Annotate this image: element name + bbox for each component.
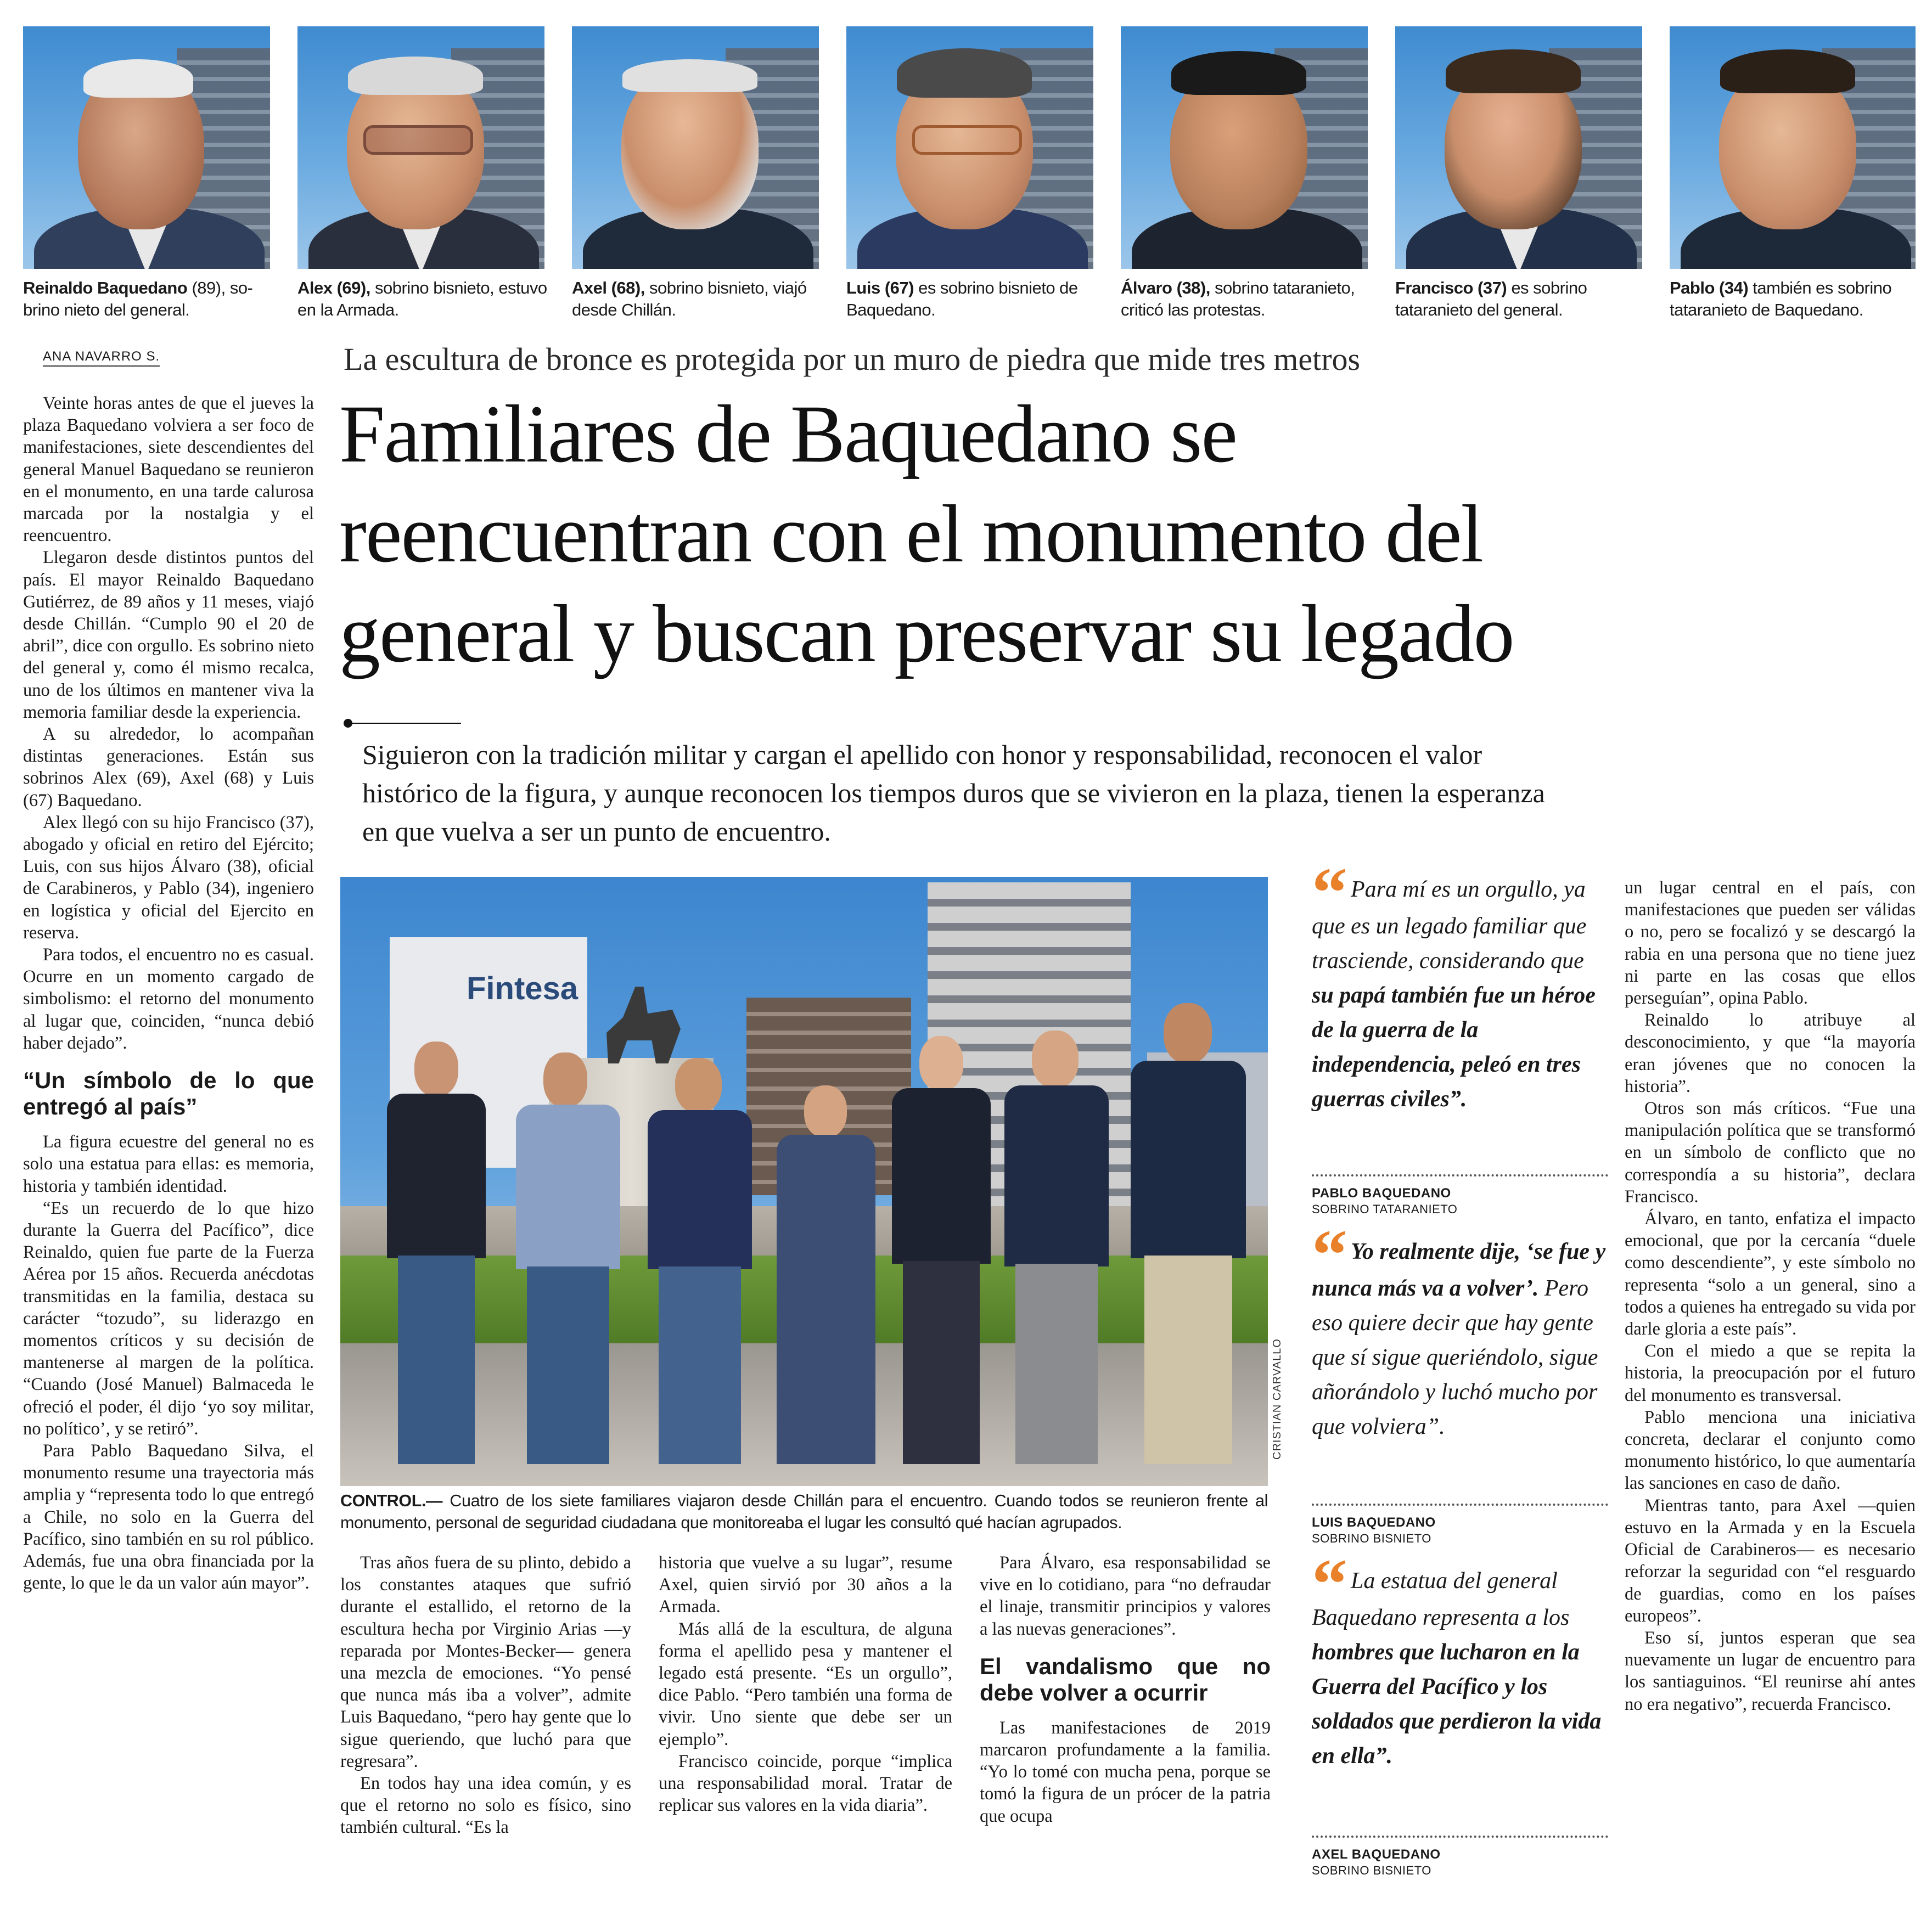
portrait-caption-alvaro xyxy=(1121,277,1371,321)
paragraph: Tras años fuera de su plinto, debido a los constantes ataques que sufrió durante el estallido, el retorno de la escultura hecha por Virginio Arias —y reparada por Montes-Becker— genera una mezcla de emociones. “Yo pensé que nunca más iba a volver”, admite Luis Baquedano, “pero hay gente que lo sigue queriendo, que luchó para que regresara”. xyxy=(340,1553,631,1771)
quote-divider xyxy=(1312,1504,1608,1506)
quote-bold: su papá también fue un héroe de la guerra de la independencia, peleó en tres guerras civiles xyxy=(1312,983,1596,1112)
paragraph: Mientras tanto, para Axel —quien estuvo en la Armada y en la Escuela Oficial de Carabineros— es necesario reforzar la seguridad con “el resguardo de guardias, como en los países europeos”. xyxy=(1625,1495,1916,1626)
portrait-francisco xyxy=(1395,26,1642,269)
person-axel xyxy=(889,1036,993,1470)
article-column-4 xyxy=(980,1552,1271,1827)
headline-rule xyxy=(351,723,461,724)
paragraph: Con el miedo a que se repita la historia, la preocupación por el futuro del monumento es transversal. xyxy=(1625,1341,1916,1405)
paragraph: Alex llegó con su hijo Francisco (37), abogado y oficial en retiro del Ejército; Luis, con sus hijos Álvaro (38), oficial de Carabineros, y Pablo (34), ingeniero en logística y oficial del Ejercito en reserva. xyxy=(23,812,314,943)
paragraph: Francisco coincide, porque “implica una responsabilidad moral. Tratar de replicar sus valores en la vida diaria”. xyxy=(659,1751,952,1816)
paragraph: Más allá de la escultura, de alguna forma el apellido pesa y mantener el legado está presente. “Es un orgullo”, dice Pablo. “Pero también una forma de vivir. Uno siente que debe ser un ejemplo”. xyxy=(659,1619,952,1749)
photo-caption-label: CONTROL.— xyxy=(340,1491,443,1510)
caption-name: Francisco (37) xyxy=(1395,278,1507,297)
paragraph: Para Álvaro, esa responsabilidad se vive en lo cotidiano, para “no defraudar el linaje, transmitir principios y valores a las nuevas generaciones”. xyxy=(980,1553,1271,1639)
quote-attribution-name: LUIS BAQUEDANO xyxy=(1312,1515,1436,1530)
caption-text: brino nieto del general. xyxy=(23,300,190,319)
quote-attribution-role: SOBRINO TATARANIETO xyxy=(1312,1202,1458,1216)
caption-text: es sobrino bisnieto de Baquedano. xyxy=(846,278,1078,319)
paragraph: Veinte horas antes de que el jueves la plaza Baquedano volviera a ser foco de manifestaciones, siete descendientes del general Manuel Baquedano se reunieron en el monumento, en una tarde calurosa marcada por la nostalgia y el reencuentro. xyxy=(23,393,314,546)
article-column-2 xyxy=(340,1552,631,1839)
deck xyxy=(362,735,1545,851)
photo-caption xyxy=(340,1490,1268,1534)
portrait-alex xyxy=(297,26,544,269)
quote-attribution-name: PABLO BAQUEDANO xyxy=(1312,1186,1451,1201)
pull-quote-pablo xyxy=(1312,853,1608,1117)
photo-caption-text: Cuatro de los siete familiares viajaron desde Chillán para el encuentro. Cuando todos se reunieron frente al monumento, personal de seguridad ciudadana que monitoreaba el lugar les consultó qué hacían agrupados. xyxy=(340,1491,1268,1532)
quote-mark-icon: “ xyxy=(1312,1215,1347,1294)
portrait-caption-reinaldo xyxy=(23,277,273,321)
portrait-alvaro xyxy=(1121,26,1368,269)
portrait-caption-luis xyxy=(846,277,1096,321)
person-reinaldo xyxy=(774,1085,878,1470)
caption-text: so- xyxy=(229,278,253,297)
portrait-reinaldo xyxy=(23,26,270,269)
caption-name: Luis (67) xyxy=(846,278,914,297)
quote-end: ”. xyxy=(1449,1087,1467,1112)
deck-line: Siguieron con la tradición militar y cargan el apellido con honor y responsabilidad, reconocen el valor xyxy=(362,739,1482,770)
paragraph: Otros son más críticos. “Fue una manipulación política que se transformó en un símbolo de conflicto que no correspondía a su historia”, declara Francisco. xyxy=(1625,1099,1916,1207)
caption-text: sobrino bisnieto, estuvo en la Armada. xyxy=(297,278,547,319)
kicker: La escultura de bronce es protegida por un muro de piedra que mide tres metros xyxy=(344,341,1361,377)
pull-quote-luis xyxy=(1312,1215,1608,1444)
caption-name: Pablo (34) xyxy=(1670,278,1749,297)
photo-credit: CRISTIAN CARVALLO xyxy=(1271,1338,1283,1460)
quote-divider xyxy=(1312,1174,1608,1176)
paragraph: Llegaron desde distintos puntos del país. El mayor Reinaldo Baquedano Gutiérrez, de 89 años y 11 meses, viajó desde Chillán. “Cumplo 90 el 20 de abril”, dice con orgullo. Es sobrino nieto del general y, como él mismo recalca, uno de los últimos en mantener viva la memoria familiar desde la experiencia. xyxy=(23,548,314,722)
quote-mark-icon: “ xyxy=(1312,853,1347,932)
paragraph: un lugar central en el país, con manifestaciones que pueden ser válidas o no, pero se focalizó y se descargó la rabia en una persona que no tiene juez ni parte en las cosas que ellos perseguían”, opina Pablo. xyxy=(1625,878,1916,1009)
person-francisco-left xyxy=(510,1052,626,1470)
quote-attribution-role: SOBRINO BISNIETO xyxy=(1312,1532,1431,1545)
quote-attribution-role: SOBRINO BISNIETO xyxy=(1312,1864,1431,1877)
person-luis xyxy=(642,1058,757,1470)
portrait-pablo xyxy=(1670,26,1916,269)
headline-line: Familiares de Baquedano se xyxy=(339,389,1237,480)
quote-text: La estatua del general Baquedano representa a los xyxy=(1312,1568,1570,1630)
caption-text: también es sobrino tataranieto de Baquedano. xyxy=(1670,278,1892,319)
headline-line: general y buscan preservar su legado xyxy=(339,588,1514,679)
paragraph: Álvaro, en tanto, enfatiza el impacto emocional, que por la cercanía “duele como descendiente”, y este símbolo no representa “solo a un general, sino a todos a quienes ha entregado su vida por darle gloria a este país”. xyxy=(1625,1209,1916,1339)
caption-name: Alex (69), xyxy=(297,278,370,297)
person-alex xyxy=(999,1031,1114,1470)
quote-end: ”. xyxy=(1375,1743,1392,1769)
person-alvaro xyxy=(1125,1003,1251,1470)
quote-bold: hombres que lucharon en la Guerra del Pacífico y los soldados que perdieron la vida en ella xyxy=(1312,1640,1602,1769)
paragraph: Reinaldo lo atribuye al desconocimiento, y que “la mayoría eran jóvenes que no conocen la historia”. xyxy=(1625,1010,1916,1096)
deck-line: histórico de la figura, y aunque reconocen los tiempos duros que se vivieron en la plaza, tienen la esperanza xyxy=(362,778,1545,808)
headline-line: reencuentran con el monumento del xyxy=(339,488,1483,579)
byline: ANA NAVARRO S. xyxy=(43,349,160,367)
quote-text: Para mí es un orgullo, ya que es un legado familiar que trasciende, considerando que xyxy=(1312,877,1587,973)
building-sign: Fintesa xyxy=(467,971,579,1006)
deck-line: en que vuelva a ser un punto de encuentro. xyxy=(362,816,831,847)
quote-text: Pero eso quiere decir que hay gente que sí sigue queriéndolo, sigue añorándolo y luchó mucho por que volviera”. xyxy=(1312,1276,1598,1439)
pull-quote-axel xyxy=(1312,1545,1608,1774)
caption-name: Reinaldo Baquedano xyxy=(23,278,188,297)
headline xyxy=(339,384,1514,684)
portrait-caption-pablo xyxy=(1670,277,1917,321)
quote-bold: Yo realmente dije, ‘se fue y nunca más va a volver’. xyxy=(1312,1239,1606,1301)
article-column-3 xyxy=(659,1552,952,1816)
paragraph: “Es un recuerdo de lo que hizo durante la Guerra del Pacífico”, dice Reinaldo, quien fue parte de la Fuerza Aérea por 15 años. Recuerda anécdotas transmitidas en la familia, destaca su carácter “tozudo”, su liderazgo en momentos críticos y su decisión de mantenerse al margen de la política. “Cuando (José Manuel) Balmaceda le ofreció el poder, él dijo ‘yo soy militar, no político’, y se retiró”. xyxy=(23,1198,314,1439)
portrait-caption-axel xyxy=(572,277,822,321)
portrait-axel xyxy=(572,26,819,269)
subheading: “Un símbolo de lo que entregó al país” xyxy=(23,1067,314,1120)
main-photo xyxy=(340,877,1268,1486)
article-column-6 xyxy=(1625,877,1916,1715)
caption-age: (89), xyxy=(192,278,226,297)
paragraph: Para Pablo Baquedano Silva, el monumento resume una trayectoria más amplia y “representa todo lo que entregó a Chile, no solo en la Guerra del Pacífico, sino también en su rol público. Además, fue una obra financiada por la gente, lo que le da un valor aún mayor”. xyxy=(23,1440,314,1594)
paragraph: historia que vuelve a su lugar”, resume Axel, quien sirvió por 30 años a la Armada. xyxy=(659,1553,952,1617)
person-pablo xyxy=(381,1042,491,1470)
paragraph: Para todos, el encuentro no es casual. Ocurre en un momento cargado de simbolismo: el retorno del monumento al lugar que, coinciden, “nunca debió haber dejado”. xyxy=(23,945,314,1053)
portrait-caption-francisco xyxy=(1395,277,1645,321)
caption-name: Axel (68), xyxy=(572,278,645,297)
article-column-1 xyxy=(23,392,314,1594)
quote-divider xyxy=(1312,1836,1608,1838)
quote-mark-icon: “ xyxy=(1312,1545,1347,1624)
paragraph: La figura ecuestre del general no es solo una estatua para ellas: es memoria, historia y también identidad. xyxy=(23,1132,314,1196)
paragraph: A su alrededor, lo acompañan distintas generaciones. Están sus sobrinos Alex (69), Axel (68) y Luis (67) Baquedano. xyxy=(23,724,314,810)
subheading: El vandalismo que no debe volver a ocurrir xyxy=(980,1653,1271,1705)
paragraph: Eso sí, juntos esperan que sea nuevamente un lugar de encuentro para los santiaguinos. “El reunirse ahí antes no era negativo”, recuerda Francisco. xyxy=(1625,1628,1916,1714)
equestrian-statue xyxy=(598,987,681,1063)
paragraph: Las manifestaciones de 2019 marcaron profundamente a la familia. “Yo lo tomé con mucha pena, porque se tomó la figura de un prócer de la patria que ocupa xyxy=(980,1718,1271,1826)
paragraph: En todos hay una idea común, y es que el retorno no solo es físico, sino también cultural. “Es la xyxy=(340,1774,631,1838)
caption-text: sobrino bisnieto, viajó desde Chillán. xyxy=(572,278,807,319)
caption-text: sobrino tataranieto, criticó las protestas. xyxy=(1121,278,1355,319)
quote-attribution-name: AXEL BAQUEDANO xyxy=(1312,1847,1441,1862)
paragraph: Pablo menciona una iniciativa concreta, declarar el conjunto como monumento histórico, lo que aumentaría las sanciones en caso de daño. xyxy=(1625,1407,1916,1494)
portrait-luis xyxy=(846,26,1093,269)
caption-text: es sobrino tataranieto del general. xyxy=(1395,278,1587,319)
caption-name: Álvaro (38), xyxy=(1121,278,1210,297)
portrait-caption-alex xyxy=(297,277,547,321)
